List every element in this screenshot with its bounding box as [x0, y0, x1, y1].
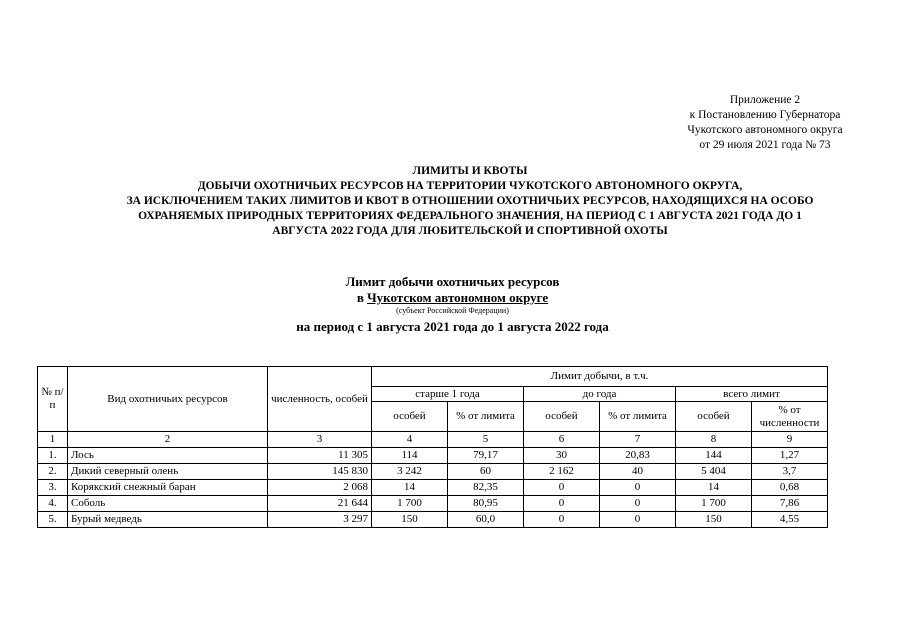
cell-under-count: 2 162 [524, 464, 600, 480]
table-row [38, 464, 828, 480]
cell-population: 2 068 [268, 480, 372, 496]
cell-older-count: 150 [372, 512, 448, 528]
subtitle-period: на период с 1 августа 2021 года до 1 августа 2022 года [296, 319, 609, 334]
title-line: ДОБЫЧИ ОХОТНИЧЬИХ РЕСУРСОВ НА ТЕРРИТОРИИ ЧУКОТСКОГО АВТОНОМНОГО ОКРУГА, [197, 180, 743, 192]
cell-species: Корякский снежный баран [68, 480, 268, 496]
cell-older-pct: 82,35 [448, 480, 524, 496]
title-line: ЛИМИТЫ И КВОТЫ [412, 165, 528, 177]
cell-num: 1. [38, 448, 68, 464]
document-title [40, 164, 900, 239]
header-species: Вид охотничьих ресурсов [68, 367, 268, 432]
cell-species: Дикий северный олень [68, 464, 268, 480]
table-row [38, 448, 828, 464]
cell-older-pct: 60 [448, 464, 524, 480]
cell-under-count: 0 [524, 496, 600, 512]
cell-total-count: 144 [676, 448, 752, 464]
limit-subtitle [0, 274, 905, 335]
cell-under-count: 30 [524, 448, 600, 464]
cell-num: 4. [38, 496, 68, 512]
cell-under-pct: 0 [600, 480, 676, 496]
cell-older-pct: 79,17 [448, 448, 524, 464]
subtitle-prefix: в [356, 290, 364, 305]
header-total-count: особей [676, 402, 752, 432]
cell-population: 11 305 [268, 448, 372, 464]
table-row [38, 496, 828, 512]
column-number: 6 [524, 432, 600, 448]
subtitle-note: (субъект Российской Федерации) [396, 306, 509, 315]
cell-total-count: 150 [676, 512, 752, 528]
cell-num: 2. [38, 464, 68, 480]
cell-total-pct: 7,86 [752, 496, 828, 512]
cell-under-pct: 0 [600, 512, 676, 528]
cell-older-count: 14 [372, 480, 448, 496]
cell-species: Соболь [68, 496, 268, 512]
header-older-count: особей [372, 402, 448, 432]
cell-older-pct: 60,0 [448, 512, 524, 528]
appendix-line: Чукотского автономного округа [687, 124, 843, 136]
column-number: 1 [38, 432, 68, 448]
column-number: 3 [268, 432, 372, 448]
cell-under-pct: 40 [600, 464, 676, 480]
cell-species: Лось [68, 448, 268, 464]
cell-older-count: 3 242 [372, 464, 448, 480]
title-line: ЗА ИСКЛЮЧЕНИЕМ ТАКИХ ЛИМИТОВ И КВОТ В ОТНОШЕНИИ ОХОТНИЧЬИХ РЕСУРСОВ, НАХОДЯЩИХСЯ НА ОСОБО [126, 195, 814, 207]
appendix-line: от 29 июля 2021 года № 73 [699, 139, 831, 151]
column-number: 9 [752, 432, 828, 448]
header-under: до года [524, 387, 676, 402]
cell-total-pct: 4,55 [752, 512, 828, 528]
header-total: всего лимит [676, 387, 828, 402]
cell-total-pct: 3,7 [752, 464, 828, 480]
subtitle-heading: Лимит добычи охотничьих ресурсов [345, 274, 560, 289]
cell-num: 5. [38, 512, 68, 528]
title-line: ОХРАНЯЕМЫХ ПРИРОДНЫХ ТЕРРИТОРИЯХ ФЕДЕРАЛЬНОГО ЗНАЧЕНИЯ, НА ПЕРИОД С 1 АВГУСТА 2021 ГОДА ДО 1 [138, 210, 802, 222]
subtitle-region: Чукотском автономном округе [367, 290, 549, 305]
column-number-row [38, 432, 828, 448]
header-limit: Лимит добычи, в т.ч. [372, 367, 828, 387]
header-under-pct: % от лимита [600, 402, 676, 432]
cell-total-pct: 1,27 [752, 448, 828, 464]
table-row [38, 512, 828, 528]
appendix-block [620, 93, 905, 153]
cell-population: 145 830 [268, 464, 372, 480]
cell-species: Бурый медведь [68, 512, 268, 528]
cell-total-pct: 0,68 [752, 480, 828, 496]
title-line: АВГУСТА 2022 ГОДА ДЛЯ ЛЮБИТЕЛЬСКОЙ И СПОРТИВНОЙ ОХОТЫ [272, 225, 668, 237]
cell-under-pct: 0 [600, 496, 676, 512]
column-number: 2 [68, 432, 268, 448]
header-population: численность, особей [268, 367, 372, 432]
subtitle-region-line [0, 290, 905, 306]
header-under-count: особей [524, 402, 600, 432]
column-number: 5 [448, 432, 524, 448]
table-row [38, 480, 828, 496]
cell-under-count: 0 [524, 480, 600, 496]
cell-under-pct: 20,83 [600, 448, 676, 464]
column-number: 8 [676, 432, 752, 448]
cell-older-count: 1 700 [372, 496, 448, 512]
cell-total-count: 14 [676, 480, 752, 496]
cell-population: 21 644 [268, 496, 372, 512]
cell-older-count: 114 [372, 448, 448, 464]
header-older-pct: % от лимита [448, 402, 524, 432]
column-number: 4 [372, 432, 448, 448]
cell-older-pct: 80,95 [448, 496, 524, 512]
column-number: 7 [600, 432, 676, 448]
cell-under-count: 0 [524, 512, 600, 528]
cell-num: 3. [38, 480, 68, 496]
header-total-pct: % от численности [752, 402, 828, 432]
header-older: старше 1 года [372, 387, 524, 402]
appendix-line: к Постановлению Губернатора [689, 109, 841, 121]
cell-total-count: 5 404 [676, 464, 752, 480]
appendix-line: Приложение 2 [729, 94, 801, 106]
limits-table [37, 366, 828, 528]
cell-population: 3 297 [268, 512, 372, 528]
header-num: № п/п [38, 367, 68, 432]
cell-total-count: 1 700 [676, 496, 752, 512]
